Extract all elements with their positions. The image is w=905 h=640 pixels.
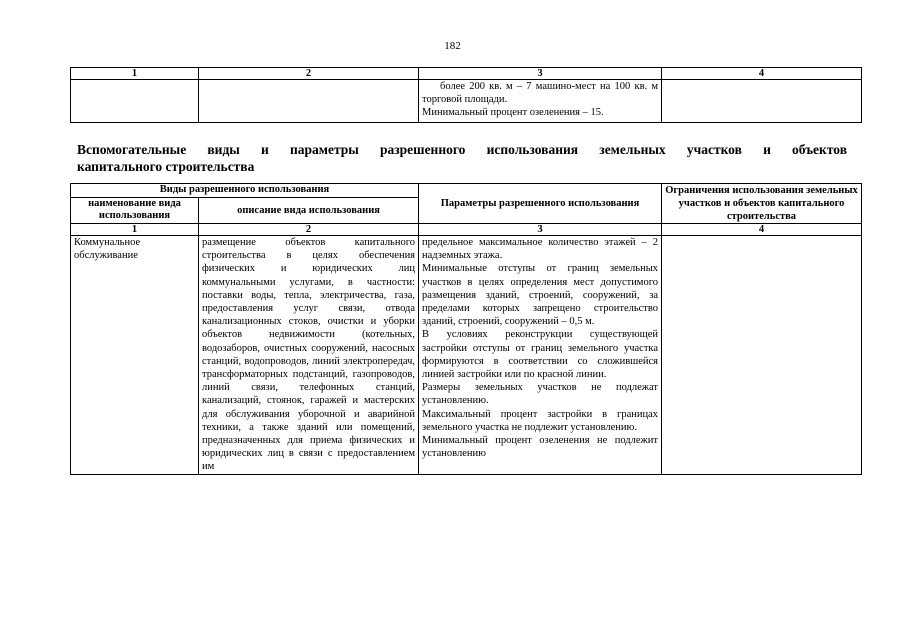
- parameter-paragraph: предельное максимальное количество этажей – 2 надземных этажа.: [422, 237, 659, 262]
- use-description-cell: [199, 236, 419, 475]
- column-header: Параметры разрешенного использования: [419, 184, 662, 224]
- use-name: Коммунальное обслуживание: [74, 237, 141, 262]
- table-cell: [662, 80, 862, 123]
- cell-paragraph: Минимальный процент озеленения – 15.: [422, 107, 604, 119]
- table-cell: [419, 80, 662, 123]
- column-number: 3: [419, 68, 662, 80]
- restrictions-cell: [662, 236, 862, 475]
- table-cell: [199, 80, 419, 123]
- cell-paragraph: более 200 кв. м – 7 машино-мест на 100 кв. м торговой площади.: [422, 81, 658, 106]
- column-header: наименование вида использования: [71, 197, 199, 223]
- parameter-paragraph: Минимальный процент озеленения не подлежит установлению: [422, 435, 659, 460]
- column-numbers-row: [71, 224, 862, 236]
- page-number: 182: [444, 40, 461, 52]
- parameter-paragraph: В условиях реконструкции существующей застройки отступы от границ земельного участка формируются в соответствии со сложившейся линией застройки или по красной линии.: [422, 329, 659, 381]
- column-number: 1: [71, 68, 199, 80]
- table-row: [71, 80, 862, 123]
- column-number: 1: [71, 224, 199, 236]
- table-row: [71, 236, 862, 475]
- column-number: 2: [199, 224, 419, 236]
- table-cell: [71, 80, 199, 123]
- parameter-paragraph: Максимальный процент застройки в границах земельного участка не подлежит установлению.: [422, 408, 659, 433]
- section-heading-line: Вспомогательные виды и параметры разрешенного использования земельных участков и объектов: [77, 142, 847, 157]
- group-header: Виды разрешенного использования: [71, 184, 419, 198]
- column-number: 4: [662, 224, 862, 236]
- continuation-table: [70, 67, 862, 123]
- section-heading-line: капитального строительства: [77, 159, 255, 174]
- column-number: 4: [662, 68, 862, 80]
- column-header: описание вида использования: [199, 197, 419, 223]
- column-number: 2: [199, 68, 419, 80]
- parameter-paragraph: Минимальные отступы от границ земельных участков в целях определения мест допустимого размещения зданий, строений, сооружений, за пределами которых запрещено строительство зданий, строений, сооружений – 0,5 м.: [422, 263, 659, 328]
- land-use-table: [70, 183, 862, 475]
- header-row: [71, 184, 862, 198]
- section-heading: [77, 141, 847, 175]
- column-number: 3: [419, 224, 662, 236]
- column-header: Ограничения использования земельных участков и объектов капитального строительства: [662, 184, 862, 224]
- parameter-paragraph: Размеры земельных участков не подлежат установлению.: [422, 382, 659, 407]
- column-numbers-row: [71, 68, 862, 80]
- use-description: размещение объектов капитального строительства в целях обеспечения физических и юридических лиц коммунальными услугами, в частности: поставки воды, тепла, электричества, газа, предоставления услуг связи, отвода канализационных стоков, очистки и уборки объектов недвижимости (котельных, водозаборов, очистных сооружений, насосных станций, водопроводов, линий электропередач, трансформаторных подстанций, газопроводов, линий связи, телефонных станций, канализаций, стоянок, гаражей и мастерских для обслуживания уборочной и аварийной техники, а также зданий или помещений, предназначенных для приема физических и юридических лиц в связи с предоставлением им: [202, 237, 416, 473]
- use-name-cell: [71, 236, 199, 475]
- parameters-cell: [419, 236, 662, 475]
